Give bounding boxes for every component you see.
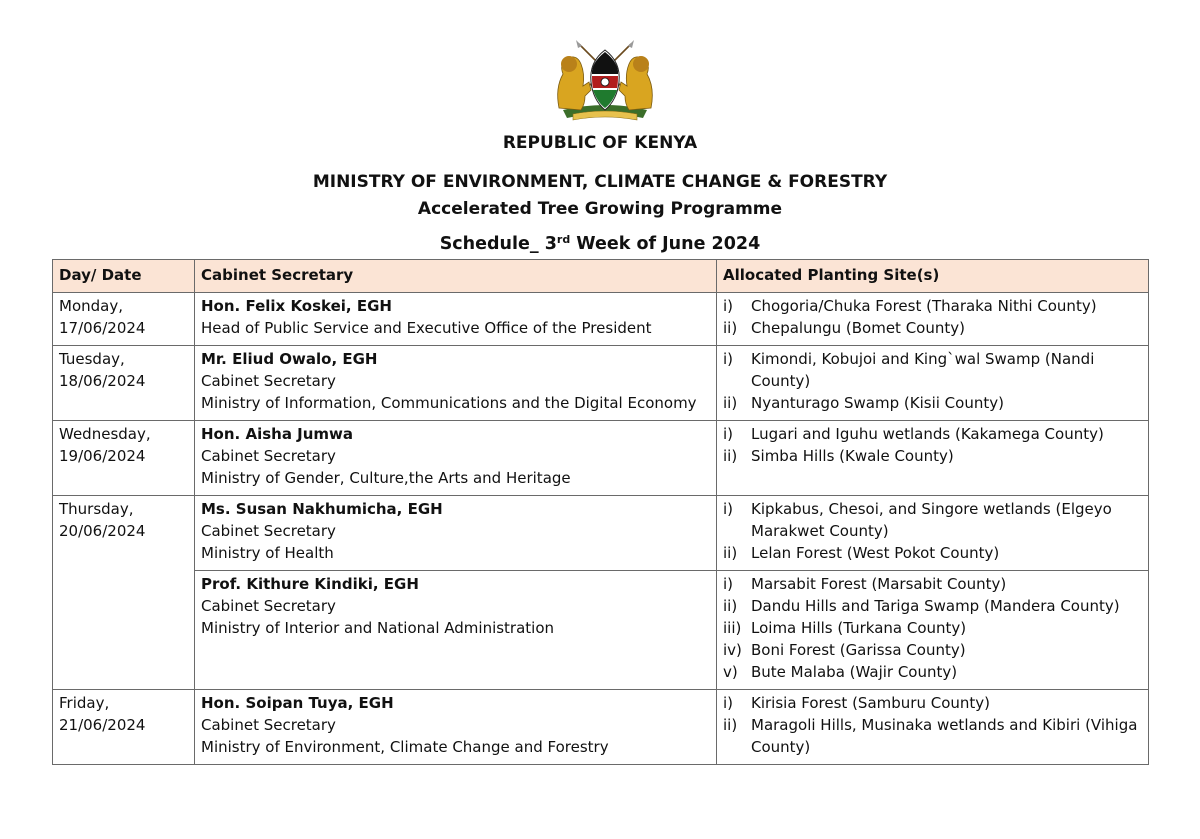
list-item: [723, 661, 1142, 683]
list-item: [723, 498, 1142, 542]
day-name: Friday,: [59, 694, 110, 712]
table-row: [53, 346, 1149, 421]
day-name: Thursday,: [59, 500, 134, 518]
secretary-cell: [195, 421, 717, 496]
sites-cell: [717, 496, 1149, 571]
secretary-name: Hon. Soipan Tuya, EGH: [201, 694, 394, 712]
site-text: Boni Forest (Garissa County): [751, 641, 966, 659]
site-text: Lugari and Iguhu wetlands (Kakamega County): [751, 425, 1104, 443]
schedule-ordinal: rd: [556, 233, 571, 246]
list-item: [723, 595, 1142, 617]
sites-cell: [717, 421, 1149, 496]
site-number: ii): [723, 597, 738, 615]
secretary-role: Cabinet Secretary: [201, 447, 336, 465]
sites-cell: [717, 690, 1149, 765]
list-item: [723, 392, 1142, 414]
site-number: ii): [723, 319, 738, 337]
day-cell: [53, 496, 195, 690]
schedule-heading: [0, 234, 1200, 254]
republic-heading: REPUBLIC OF KENYA: [502, 133, 698, 153]
day-date: 17/06/2024: [59, 319, 146, 337]
secretary-office: Ministry of Environment, Climate Change and Forestry: [201, 738, 609, 756]
site-text: Simba Hills (Kwale County): [751, 447, 954, 465]
secretary-cell: [195, 496, 717, 571]
programme-heading: Accelerated Tree Growing Programme: [417, 199, 783, 219]
table-header-row: [53, 260, 1149, 293]
site-text: Chepalungu (Bomet County): [751, 319, 965, 337]
site-text: Marsabit Forest (Marsabit County): [751, 575, 1007, 593]
site-text: Kimondi, Kobujoi and King`wal Swamp (Nandi County): [751, 350, 1095, 390]
secretary-office: Ministry of Gender, Culture,the Arts and Heritage: [201, 469, 571, 487]
site-text: Nyanturago Swamp (Kisii County): [751, 394, 1004, 412]
site-number: iv): [723, 641, 742, 659]
list-item: [723, 692, 1142, 714]
day-cell: [53, 690, 195, 765]
secretary-role: Cabinet Secretary: [201, 716, 336, 734]
site-number: i): [723, 350, 734, 368]
site-text: Kipkabus, Chesoi, and Singore wetlands (Elgeyo Marakwet County): [751, 500, 1112, 540]
site-text: Bute Malaba (Wajir County): [751, 663, 958, 681]
site-text: Dandu Hills and Tariga Swamp (Mandera County): [751, 597, 1120, 615]
list-item: [723, 639, 1142, 661]
sites-list: [723, 498, 1142, 564]
day-cell: [53, 293, 195, 346]
schedule-prefix: Schedule_ 3: [439, 234, 557, 254]
list-item: [723, 348, 1142, 392]
list-item: [723, 317, 1142, 339]
kenya-coat-of-arms-icon: [545, 38, 665, 124]
site-number: ii): [723, 447, 738, 465]
site-text: Lelan Forest (West Pokot County): [751, 544, 1000, 562]
secretary-cell: [195, 571, 717, 690]
day-name: Wednesday,: [59, 425, 151, 443]
site-number: i): [723, 694, 734, 712]
secretary-cell: [195, 293, 717, 346]
day-date: 20/06/2024: [59, 522, 146, 540]
site-text: Chogoria/Chuka Forest (Tharaka Nithi County): [751, 297, 1097, 315]
site-number: i): [723, 575, 734, 593]
header-day-date: Day/ Date: [53, 260, 195, 293]
secretary-office: Ministry of Interior and National Administration: [201, 619, 555, 637]
list-item: [723, 423, 1142, 445]
secretary-office: Head of Public Service and Executive Office of the President: [201, 319, 652, 337]
secretary-cell: [195, 346, 717, 421]
day-name: Tuesday,: [59, 350, 125, 368]
secretary-name: Hon. Felix Koskei, EGH: [201, 297, 392, 315]
table-row: [53, 421, 1149, 496]
schedule-suffix: Week of June 2024: [570, 234, 761, 254]
sites-cell: [717, 293, 1149, 346]
secretary-name: Mr. Eliud Owalo, EGH: [201, 350, 378, 368]
site-number: v): [723, 663, 738, 681]
secretary-role: Cabinet Secretary: [201, 597, 336, 615]
sites-list: [723, 692, 1142, 758]
site-text: Kirisia Forest (Samburu County): [751, 694, 991, 712]
table-row: [53, 293, 1149, 346]
list-item: [723, 445, 1142, 467]
header-cabinet-secretary: Cabinet Secretary: [195, 260, 717, 293]
site-number: i): [723, 500, 734, 518]
secretary-role: Cabinet Secretary: [201, 372, 336, 390]
list-item: [723, 714, 1142, 758]
secretary-name: Hon. Aisha Jumwa: [201, 425, 354, 443]
secretary-office: Ministry of Information, Communications and the Digital Economy: [201, 394, 697, 412]
header-planting-sites: Allocated Planting Site(s): [717, 260, 1149, 293]
day-date: 19/06/2024: [59, 447, 146, 465]
site-text: Loima Hills (Turkana County): [751, 619, 967, 637]
site-number: ii): [723, 544, 738, 562]
list-item: [723, 542, 1142, 564]
site-text: Maragoli Hills, Musinaka wetlands and Kibiri (Vihiga County): [751, 716, 1138, 756]
ministry-heading: MINISTRY OF ENVIRONMENT, CLIMATE CHANGE & FORESTRY: [312, 172, 888, 192]
site-number: i): [723, 425, 734, 443]
sites-list: [723, 348, 1142, 414]
schedule-table: [52, 259, 1149, 765]
site-number: ii): [723, 394, 738, 412]
day-cell: [53, 346, 195, 421]
day-cell: [53, 421, 195, 496]
table-row: [53, 496, 1149, 571]
sites-cell: [717, 571, 1149, 690]
secretary-name: Prof. Kithure Kindiki, EGH: [201, 575, 419, 593]
table-row: [53, 690, 1149, 765]
list-item: [723, 573, 1142, 595]
sites-list: [723, 295, 1142, 339]
list-item: [723, 617, 1142, 639]
site-number: iii): [723, 619, 742, 637]
site-number: ii): [723, 716, 738, 734]
sites-list: [723, 573, 1142, 683]
secretary-role: Cabinet Secretary: [201, 522, 336, 540]
day-name: Monday,: [59, 297, 123, 315]
list-item: [723, 295, 1142, 317]
secretary-cell: [195, 690, 717, 765]
sites-list: [723, 423, 1142, 467]
day-date: 18/06/2024: [59, 372, 146, 390]
site-number: i): [723, 297, 734, 315]
day-date: 21/06/2024: [59, 716, 146, 734]
sites-cell: [717, 346, 1149, 421]
secretary-office: Ministry of Health: [201, 544, 334, 562]
secretary-name: Ms. Susan Nakhumicha, EGH: [201, 500, 443, 518]
table-row: [53, 571, 1149, 690]
